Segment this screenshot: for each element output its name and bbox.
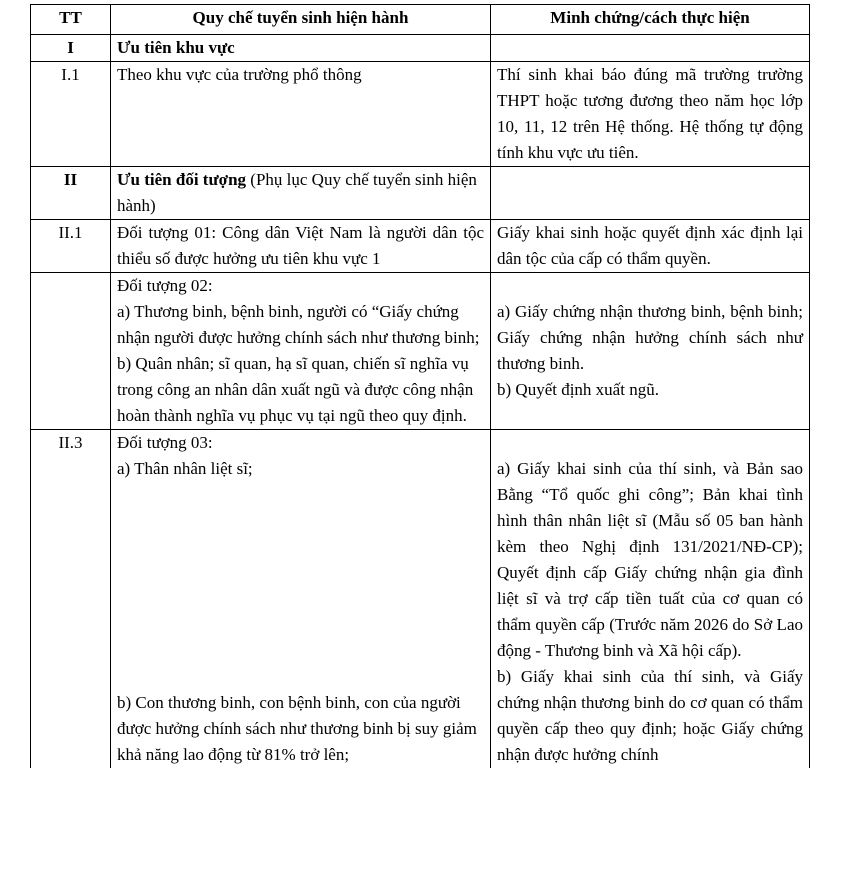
- row-number: [31, 273, 111, 430]
- table-row: [31, 62, 810, 167]
- row-number: I: [31, 35, 111, 62]
- evidence-cell: [491, 430, 810, 769]
- evidence-item-a: a) Giấy khai sinh của thí sinh, và Bản sao Bằng “Tổ quốc ghi công”; Bản khai tình hình thân nhân liệt sĩ (Mẫu số 05 ban hành kèm theo Nghị định 131/2021/NĐ-CP); Quyết định cấp Giấy chứng nhận gia đình liệt sĩ và trợ cấp tiền tuất của cơ quan có thẩm quyền cấp (Trước năm 2026 do Sở Lao động - Thương binh và Xã hội cấp).: [497, 459, 803, 660]
- evidence-cell: [491, 167, 810, 220]
- evidence-cell: Thí sinh khai báo đúng mã trường trường THPT hoặc tương đương theo năm học lớp 10, 11, 12 trên Hệ thống. Hệ thống tự động tính khu vực ưu tiên.: [491, 62, 810, 167]
- evidence-item-b: b) Quyết định xuất ngũ.: [497, 380, 659, 399]
- table-row: [31, 220, 810, 273]
- row-number: II: [31, 167, 111, 220]
- rule-cell: Đối tượng 01: Công dân Việt Nam là người dân tộc thiểu số được hưởng ưu tiên khu vực 1: [111, 220, 491, 273]
- header-tt: TT: [31, 5, 111, 35]
- rule-item-b: b) Quân nhân; sĩ quan, hạ sĩ quan, chiến sĩ nghĩa vụ trong công an nhân dân xuất ngũ và được công nhận hoàn thành nghĩa vụ phục vụ tại ngũ theo quy định.: [117, 354, 474, 425]
- section-title-note: (Phụ lục Quy chế tuyển sinh hiện hành): [117, 170, 477, 215]
- table-row: [31, 35, 810, 62]
- evidence-cell: [491, 273, 810, 430]
- rule-item-a: a) Thương binh, bệnh binh, người có “Giấy chứng nhận người được hưởng chính sách như thương binh;: [117, 302, 480, 347]
- evidence-cell: Giấy khai sinh hoặc quyết định xác định lại dân tộc của cấp có thẩm quyền.: [491, 220, 810, 273]
- rule-heading: Đối tượng 02:: [117, 276, 213, 295]
- header-rule: Quy chế tuyển sinh hiện hành: [111, 5, 491, 35]
- header-evidence: Minh chứng/cách thực hiện: [491, 5, 810, 35]
- evidence-cell: [491, 35, 810, 62]
- row-number: I.1: [31, 62, 111, 167]
- table-row: [31, 430, 810, 769]
- section-title: Ưu tiên đối tượng: [117, 170, 247, 189]
- rule-item-b: b) Con thương binh, con bệnh binh, con của người được hưởng chính sách như thương binh bị suy giảm khả năng lao động từ 81% trở lên;: [117, 693, 477, 764]
- rule-cell: Theo khu vực của trường phổ thông: [111, 62, 491, 167]
- admission-priority-table: [30, 4, 810, 768]
- rule-cell: [111, 167, 491, 220]
- section-title: Ưu tiên khu vực: [111, 35, 491, 62]
- table-row: [31, 167, 810, 220]
- rule-cell: [111, 273, 491, 430]
- row-number: II.3: [31, 430, 111, 769]
- table-row: [31, 273, 810, 430]
- rule-item-a: a) Thân nhân liệt sĩ;: [117, 459, 253, 478]
- evidence-item-b: b) Giấy khai sinh của thí sinh, và Giấy chứng nhận thương binh do cơ quan có thẩm quyền cấp theo quy định; hoặc Giấy chứng nhận được hưởng chính: [497, 667, 803, 764]
- rule-cell: [111, 430, 491, 769]
- table-header-row: [31, 5, 810, 35]
- evidence-item-a: a) Giấy chứng nhận thương binh, bệnh binh; Giấy chứng nhận hưởng chính sách như thương binh.: [497, 302, 803, 373]
- rule-heading: Đối tượng 03:: [117, 433, 213, 452]
- row-number: II.1: [31, 220, 111, 273]
